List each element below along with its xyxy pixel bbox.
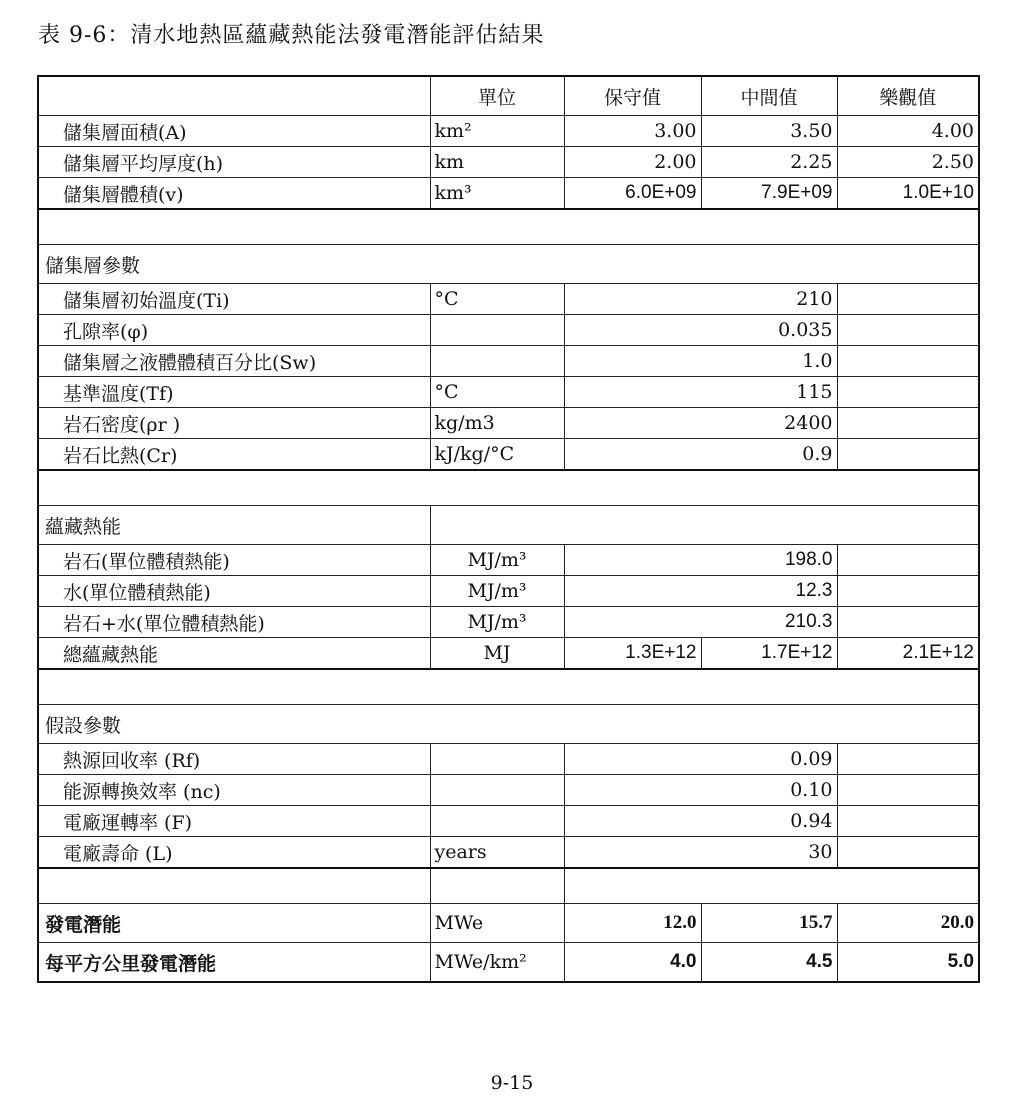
section-row <box>38 506 979 545</box>
result-unit: MWe/km² <box>430 943 564 983</box>
row-unit <box>430 315 564 346</box>
row-unit: °C <box>430 377 564 408</box>
row-unit: MJ/m³ <box>430 607 564 638</box>
row-value: 1.0 <box>564 346 837 377</box>
header-conservative: 保守值 <box>564 76 701 116</box>
table-row <box>38 744 979 775</box>
row-empty <box>837 377 979 408</box>
header-optimistic: 樂觀值 <box>837 76 979 116</box>
spacer-row <box>38 209 979 245</box>
row-unit: kJ/kg/°C <box>430 439 564 471</box>
row-value-middle: 3.50 <box>701 116 837 147</box>
row-label: 基準溫度(Tf) <box>38 377 430 408</box>
table-row <box>38 806 979 837</box>
row-label: 儲集層平均厚度(h) <box>38 147 430 178</box>
page-number: 9-15 <box>490 1072 534 1094</box>
row-empty <box>837 439 979 471</box>
table-row <box>38 607 979 638</box>
section-row <box>38 245 979 284</box>
result-row <box>38 904 979 943</box>
section-row <box>38 705 979 744</box>
table-row <box>38 147 979 178</box>
table-row <box>38 775 979 806</box>
row-value-optimistic: 4.00 <box>837 116 979 147</box>
spacer-cell <box>38 669 979 705</box>
row-label: 孔隙率(φ) <box>38 315 430 346</box>
spacer-row <box>38 470 979 506</box>
row-value: 30 <box>564 837 837 869</box>
table-row <box>38 116 979 147</box>
row-value: 0.035 <box>564 315 837 346</box>
header-row <box>38 76 979 116</box>
row-value-middle: 2.25 <box>701 147 837 178</box>
result-unit: MWe <box>430 904 564 943</box>
result-value-middle: 15.7 <box>701 904 837 943</box>
row-label: 儲集層面積(A) <box>38 116 430 147</box>
row-value-conservative: 6.0E+09 <box>564 178 701 210</box>
section-empty <box>430 506 979 545</box>
table-row <box>38 408 979 439</box>
row-unit: km² <box>430 116 564 147</box>
header-unit: 單位 <box>430 76 564 116</box>
row-unit: kg/m3 <box>430 408 564 439</box>
result-value-conservative: 12.0 <box>564 904 701 943</box>
row-label: 電廠壽命 (L) <box>38 837 430 869</box>
table-row <box>38 178 979 210</box>
row-label: 電廠運轉率 (F) <box>38 806 430 837</box>
row-empty <box>837 408 979 439</box>
header-blank <box>38 76 430 116</box>
row-unit <box>430 346 564 377</box>
section-heading-heat: 蘊藏熱能 <box>38 506 430 545</box>
result-label: 每平方公里發電潛能 <box>38 943 430 983</box>
row-unit: km³ <box>430 178 564 210</box>
row-label: 儲集層體積(v) <box>38 178 430 210</box>
row-value-optimistic: 2.1E+12 <box>837 638 979 670</box>
row-label: 儲集層之液體體積百分比(Sw) <box>38 346 430 377</box>
row-value-conservative: 2.00 <box>564 147 701 178</box>
row-empty <box>837 545 979 576</box>
table-row <box>38 315 979 346</box>
row-value: 12.3 <box>564 576 837 607</box>
row-value: 0.94 <box>564 806 837 837</box>
row-unit <box>430 744 564 775</box>
result-value-optimistic: 20.0 <box>837 904 979 943</box>
result-value-optimistic: 5.0 <box>837 943 979 983</box>
row-label: 能源轉換效率 (nc) <box>38 775 430 806</box>
row-label: 熱源回收率 (Rf) <box>38 744 430 775</box>
row-empty <box>837 576 979 607</box>
row-value: 198.0 <box>564 545 837 576</box>
section-heading-params: 儲集層參數 <box>38 245 979 284</box>
row-value-middle: 7.9E+09 <box>701 178 837 210</box>
spacer-cell <box>38 868 430 904</box>
row-empty <box>837 775 979 806</box>
row-unit: MJ/m³ <box>430 576 564 607</box>
row-value: 0.10 <box>564 775 837 806</box>
row-unit: °C <box>430 284 564 315</box>
row-unit: MJ/m³ <box>430 545 564 576</box>
row-label: 儲集層初始溫度(Ti) <box>38 284 430 315</box>
spacer-cell <box>564 868 979 904</box>
spacer-cell <box>38 209 979 245</box>
row-label: 岩石比熱(Cr) <box>38 439 430 471</box>
row-empty <box>837 346 979 377</box>
row-value-conservative: 1.3E+12 <box>564 638 701 670</box>
spacer-cell <box>430 868 564 904</box>
row-value: 115 <box>564 377 837 408</box>
spacer-row <box>38 868 979 904</box>
row-label: 岩石+水(單位體積熱能) <box>38 607 430 638</box>
row-empty <box>837 744 979 775</box>
row-unit <box>430 806 564 837</box>
header-middle: 中間值 <box>701 76 837 116</box>
row-empty <box>837 284 979 315</box>
table-row <box>38 284 979 315</box>
result-value-conservative: 4.0 <box>564 943 701 983</box>
row-value-conservative: 3.00 <box>564 116 701 147</box>
result-label: 發電潛能 <box>38 904 430 943</box>
section-heading-assumptions: 假設參數 <box>38 705 979 744</box>
row-value-middle: 1.7E+12 <box>701 638 837 670</box>
row-label: 水(單位體積熱能) <box>38 576 430 607</box>
result-value-middle: 4.5 <box>701 943 837 983</box>
row-label: 岩石密度(ρr ) <box>38 408 430 439</box>
row-unit <box>430 775 564 806</box>
row-value-optimistic: 2.50 <box>837 147 979 178</box>
row-empty <box>837 607 979 638</box>
row-value-optimistic: 1.0E+10 <box>837 178 979 210</box>
row-value: 2400 <box>564 408 837 439</box>
row-value: 210.3 <box>564 607 837 638</box>
table-row <box>38 576 979 607</box>
spacer-row <box>38 669 979 705</box>
table-row <box>38 377 979 408</box>
spacer-cell <box>38 470 979 506</box>
row-label: 總蘊藏熱能 <box>38 638 430 670</box>
row-label: 岩石(單位體積熱能) <box>38 545 430 576</box>
table-row <box>38 439 979 471</box>
table-title: 表 9-6：清水地熱區蘊藏熱能法發電潛能評估結果 <box>38 23 545 48</box>
row-empty <box>837 315 979 346</box>
row-empty <box>837 806 979 837</box>
row-unit: MJ <box>430 638 564 670</box>
row-empty <box>837 837 979 869</box>
row-unit: years <box>430 837 564 869</box>
row-value: 0.9 <box>564 439 837 471</box>
table-row <box>38 346 979 377</box>
row-value: 210 <box>564 284 837 315</box>
potential-table <box>37 75 980 983</box>
result-row <box>38 943 979 983</box>
table-row <box>38 638 979 670</box>
table-row <box>38 545 979 576</box>
table-row <box>38 837 979 869</box>
row-value: 0.09 <box>564 744 837 775</box>
row-unit: km <box>430 147 564 178</box>
